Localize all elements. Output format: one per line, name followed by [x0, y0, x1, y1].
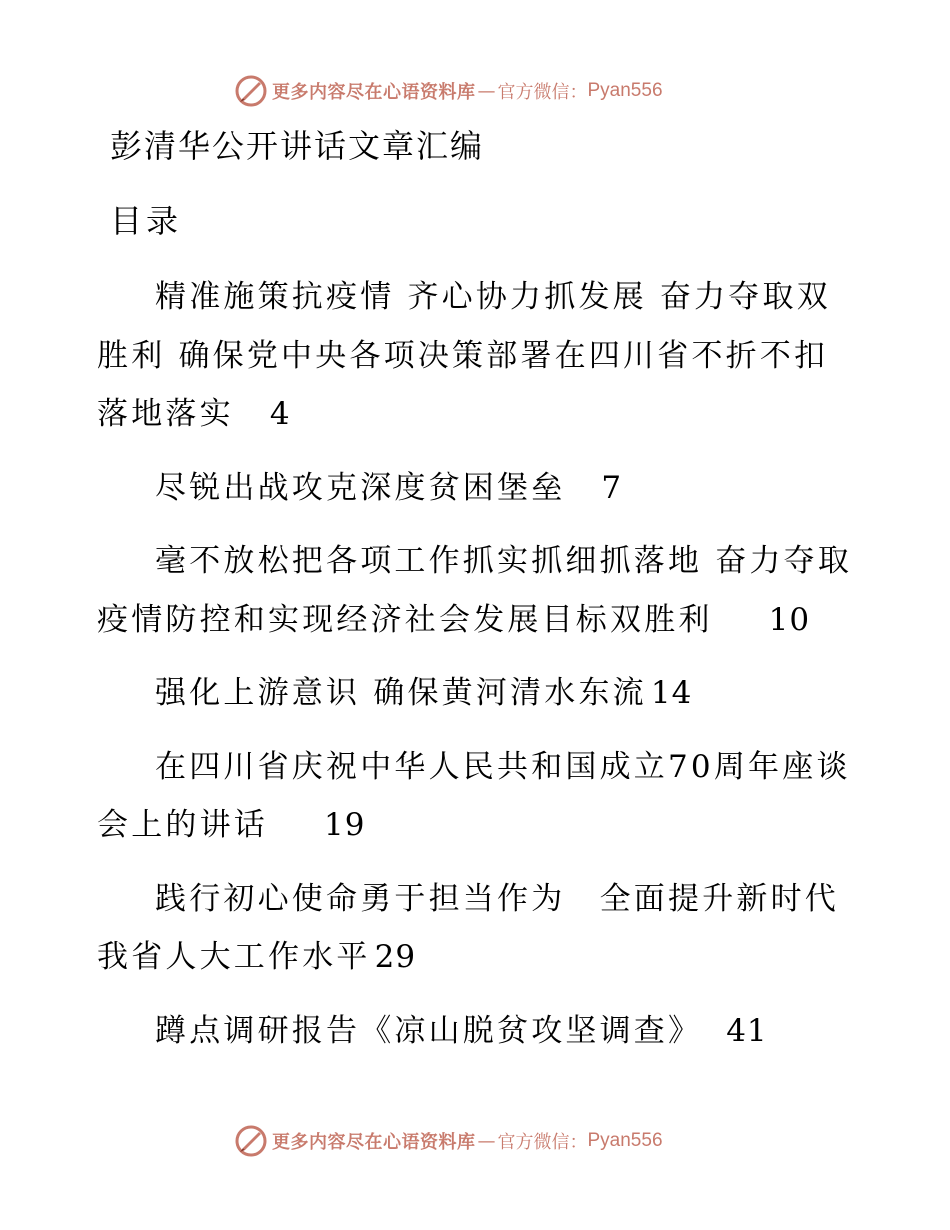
- toc-entry-title: 践行初心使命勇于担当作为 全面提升新时代我省人大工作水平: [97, 880, 839, 975]
- toc-entry-page: 4: [269, 396, 291, 432]
- watermark-separator: —: [477, 1130, 496, 1152]
- document-title: 彭清华公开讲话文章汇编: [110, 127, 485, 165]
- table-of-contents: [97, 268, 857, 1075]
- toc-entry[interactable]: [97, 268, 857, 444]
- toc-entry[interactable]: [97, 664, 857, 723]
- toc-entry-title: 尽锐出战攻克深度贫困堡垒: [155, 469, 566, 506]
- wechat-id: Pyan556: [587, 80, 663, 101]
- toc-entry-page: 41: [726, 1012, 768, 1049]
- toc-heading: 目录: [110, 202, 183, 240]
- toc-entry-title: 毫不放松把各项工作抓实抓细抓落地 奋力夺取疫情防控和实现经济社会发展目标双胜利: [97, 543, 853, 638]
- toc-entry[interactable]: [97, 738, 857, 855]
- toc-entry-title: 在四川省庆祝中华人民共和国成立70周年座谈会上的讲话: [97, 748, 851, 843]
- watermark-text: 更多内容尽在心语资料库: [272, 82, 476, 103]
- quill-pen-logo-icon: [234, 1124, 268, 1158]
- toc-entry-page: 10: [768, 601, 811, 638]
- quill-pen-logo-icon: [234, 74, 268, 108]
- toc-entry-title: 蹲点调研报告《凉山脱贫攻坚调查》: [155, 1012, 703, 1049]
- toc-entry[interactable]: [97, 532, 857, 649]
- watermark-text: 更多内容尽在心语资料库: [272, 1132, 476, 1153]
- toc-entry-page: 14: [650, 675, 693, 711]
- watermark-banner-bottom: [234, 1121, 663, 1161]
- wechat-label: 官方微信：: [497, 82, 588, 103]
- toc-entry[interactable]: [97, 459, 857, 518]
- toc-entry[interactable]: [97, 870, 857, 987]
- wechat-id: Pyan556: [587, 1130, 663, 1151]
- wechat-label: 官方微信：: [497, 1132, 588, 1153]
- watermark-separator: —: [477, 80, 496, 102]
- toc-entry-title: 精准施策抗疫情 齐心协力抓发展 奋力夺取双胜利 确保党中央各项决策部署在四川省不折不扣落地落实: [97, 279, 831, 432]
- toc-entry-page: 29: [374, 939, 417, 975]
- toc-entry-page: 19: [324, 807, 366, 843]
- toc-entry-title: 强化上游意识 确保黄河清水东流: [155, 675, 647, 711]
- toc-entry[interactable]: [97, 1002, 857, 1061]
- toc-entry-page: 7: [601, 469, 623, 506]
- watermark-banner-top: [234, 71, 663, 111]
